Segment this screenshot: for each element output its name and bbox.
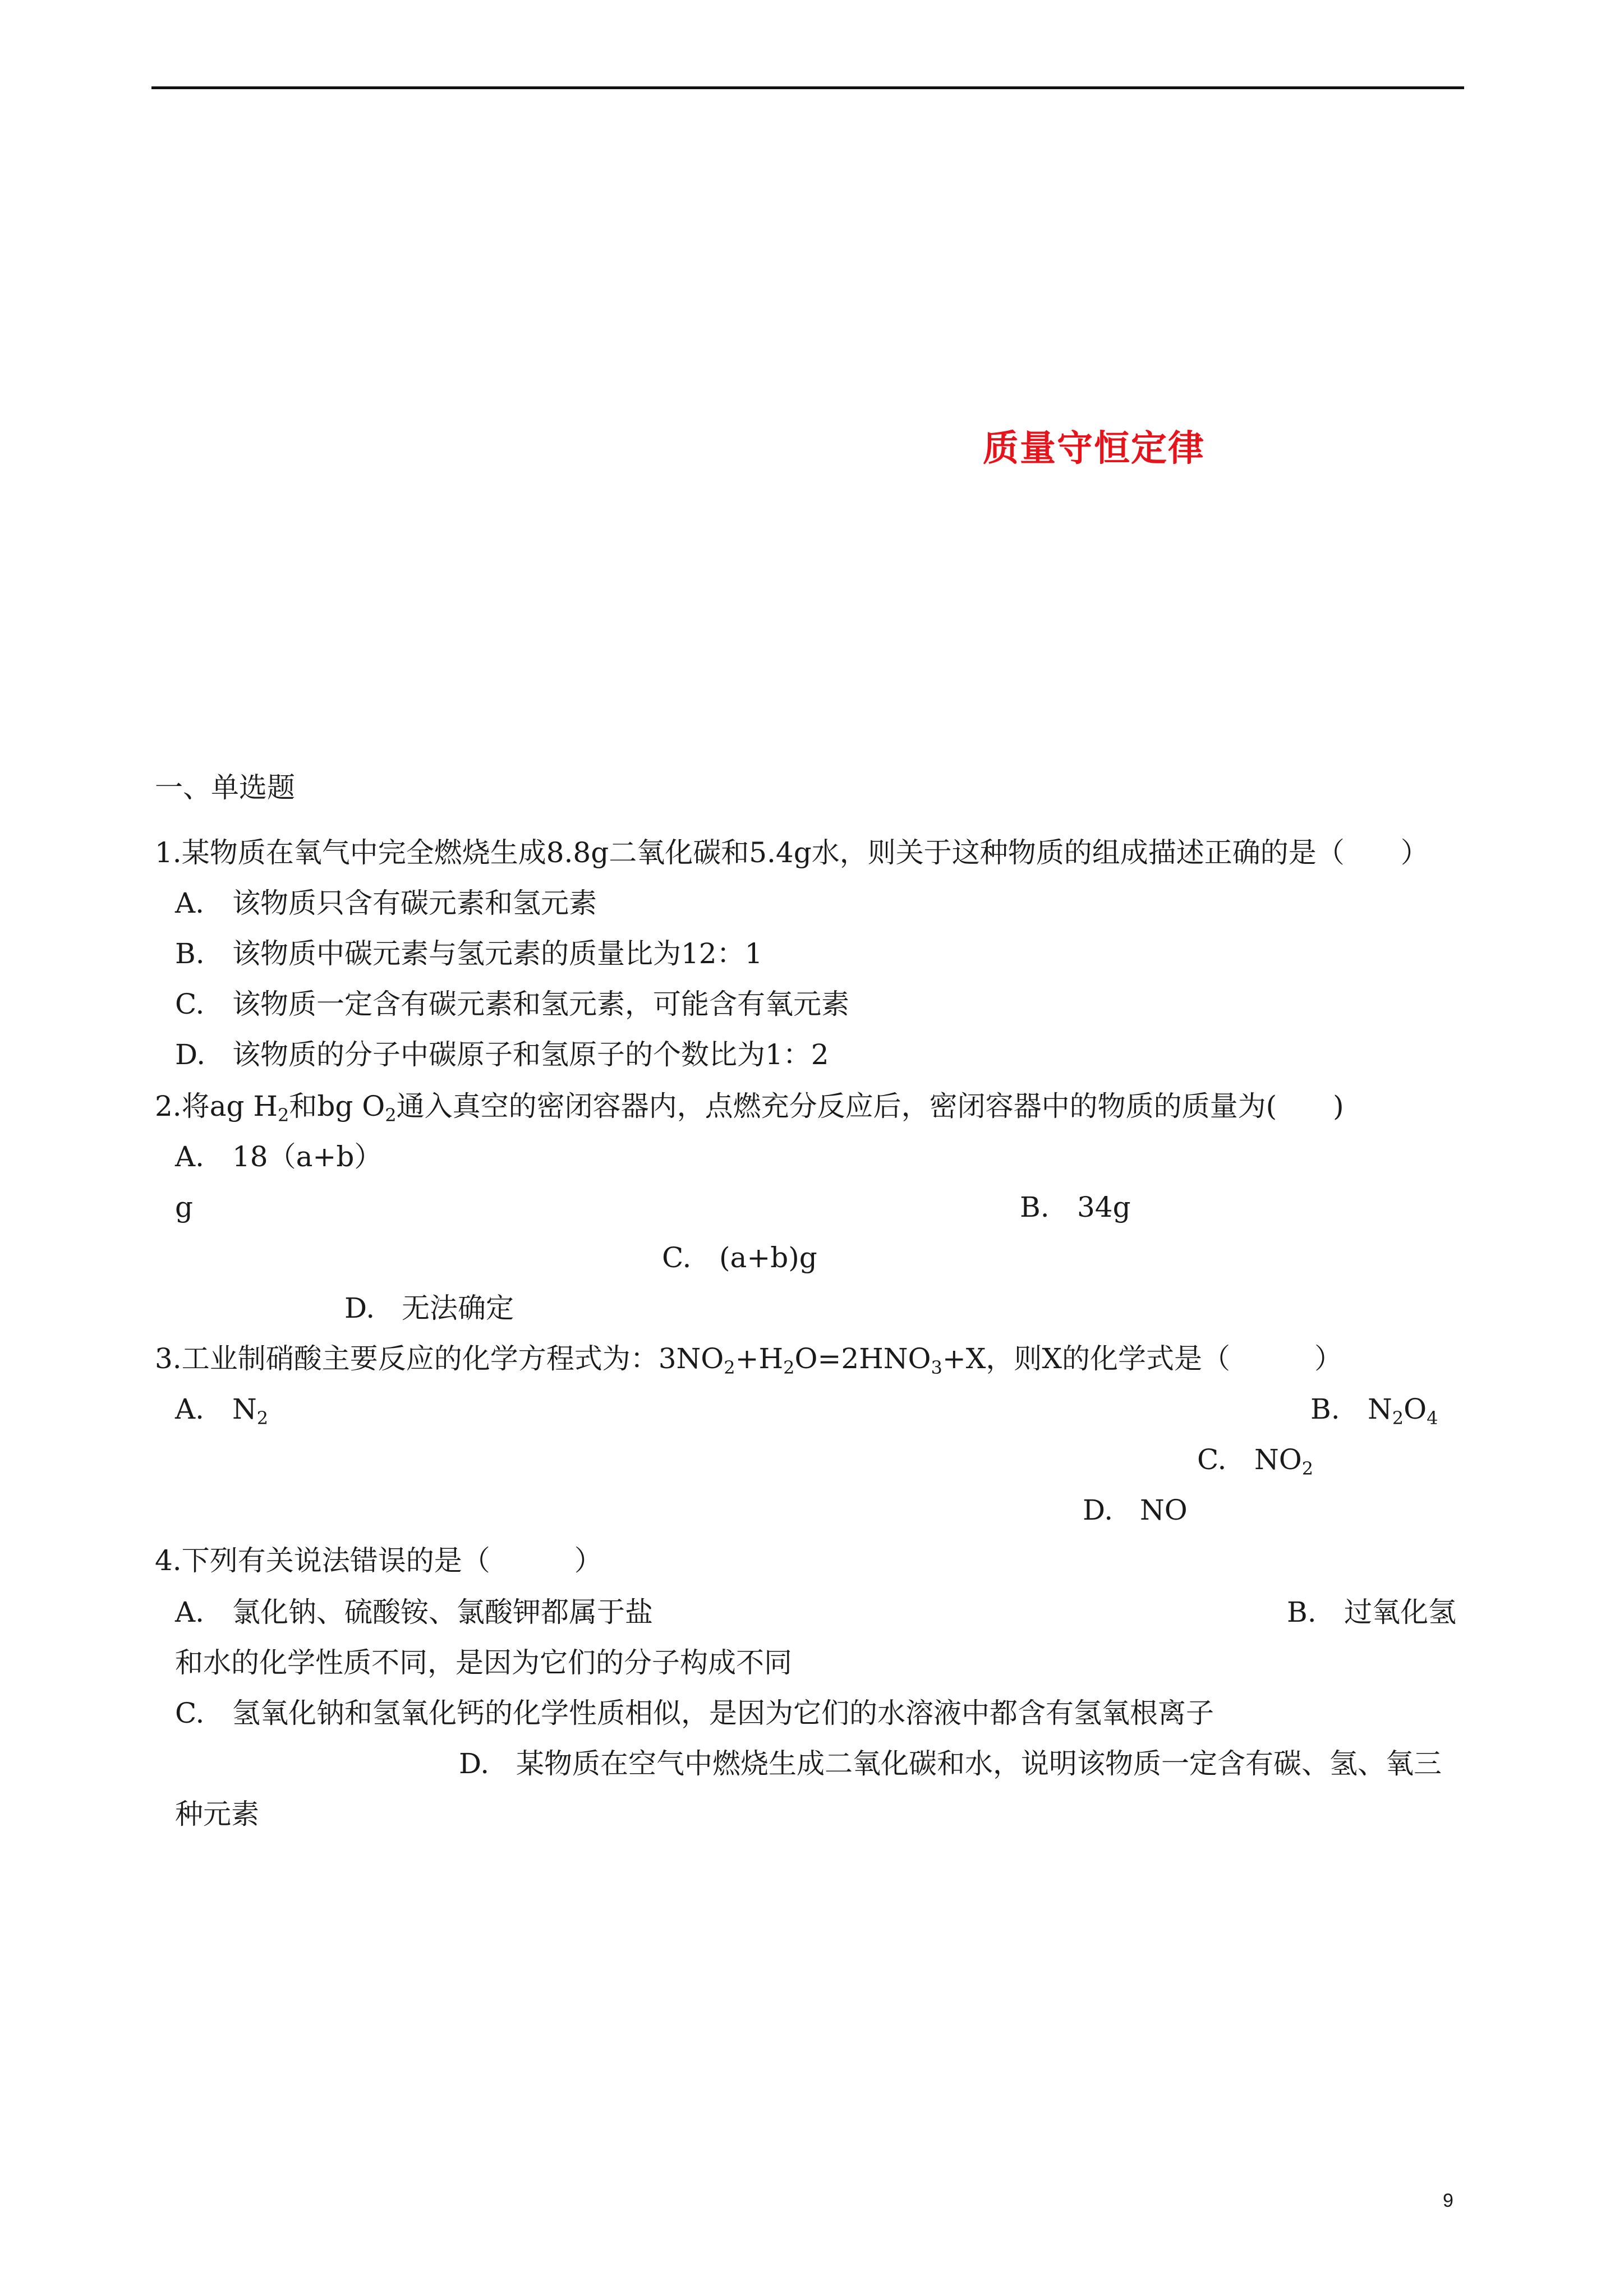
question-3-option-b-text: $N_2O_4$ (1368, 1393, 1438, 1429)
question-3-option-b-letter: B. (1310, 1393, 1340, 1425)
question-3-option-c-letter: C. (1197, 1443, 1227, 1476)
question-4-option-b-text: 过氧化氢 (1344, 1596, 1456, 1628)
question-4-option-b-letter: B. (1287, 1596, 1317, 1628)
question-1-option-a-letter: A. (175, 887, 205, 919)
question-1-option-d-letter: D. (175, 1038, 206, 1071)
question-1-option-c-letter: C. (175, 988, 205, 1020)
question-2-option-c-letter: C. (662, 1241, 692, 1274)
question-4-option-a-letter: A. (175, 1596, 205, 1628)
question-3-stem: 3.工业制硝酸主要反应的化学方程式为：$3NO_2+H_2O=2HNO_3+X$，则X的化学式是（ ） (155, 1342, 1342, 1378)
question-4-stem: 4.下列有关说法错误的是（ ） (155, 1544, 602, 1577)
question-2-option-d-letter: D. (344, 1292, 375, 1324)
question-2-stem: 2.将ag $H_2$和bg $O_2$通入真空的密闭容器内，点燃充分反应后，密闭容器中的物质的质量为( ) (155, 1090, 1344, 1126)
question-2-option-d-text: 无法确定 (402, 1292, 514, 1324)
question-4-option-d-continuation: 种元素 (175, 1798, 259, 1830)
question-2-option-a-letter: A. (175, 1140, 205, 1173)
question-3-option-a-letter: A. (175, 1393, 205, 1425)
question-1-option-c-text: 该物质一定含有碳元素和氢元素，可能含有氧元素 (232, 988, 849, 1020)
question-1-stem: 1.某物质在氧气中完全燃烧生成8.8g二氧化碳和5.4g水，则关于这种物质的组成描述正确的是（ ） (155, 836, 1429, 869)
section-heading: 一、单选题 (155, 771, 295, 804)
question-4-option-d-letter: D. (459, 1747, 490, 1780)
page-number: 9 (1443, 2190, 1453, 2211)
question-4-option-b-continuation: 和水的化学性质不同，是因为它们的分子构成不同 (175, 1646, 792, 1679)
question-3-option-c-text: $NO_2$ (1254, 1443, 1314, 1479)
question-4-option-c-text: 氢氧化钠和氢氧化钙的化学性质相似，是因为它们的水溶液中都含有氢氧根离子 (232, 1697, 1214, 1729)
page-title: 质量守恒定律 (983, 428, 1205, 470)
question-3-option-d-text: NO (1140, 1494, 1188, 1526)
question-2-option-a-continuation: g (175, 1191, 194, 1223)
question-3-option-a-text: $N_2$ (232, 1393, 269, 1429)
question-2-option-c-text: (a+b)g (719, 1241, 817, 1274)
question-2-option-a-text: 18（a+b） (232, 1140, 383, 1173)
question-1-option-b-text: 该物质中碳元素与氢元素的质量比为12：1 (232, 937, 763, 970)
question-4-option-a-text: 氯化钠、硫酸铵、氯酸钾都属于盐 (232, 1596, 653, 1628)
question-3-option-d-letter: D. (1083, 1494, 1114, 1526)
question-1-option-a-text: 该物质只含有碳元素和氢元素 (232, 887, 597, 919)
question-1-option-d-text: 该物质的分子中碳原子和氢原子的个数比为1：2 (232, 1038, 829, 1071)
question-4-option-c-letter: C. (175, 1697, 205, 1729)
header-rule (151, 86, 1464, 89)
question-2-option-b-text: 34g (1077, 1191, 1131, 1223)
question-4-option-d-text: 某物质在空气中燃烧生成二氧化碳和水，说明该物质一定含有碳、氢、氧三 (516, 1747, 1442, 1780)
question-2-option-b-letter: B. (1020, 1191, 1050, 1223)
question-1-option-b-letter: B. (175, 937, 205, 970)
